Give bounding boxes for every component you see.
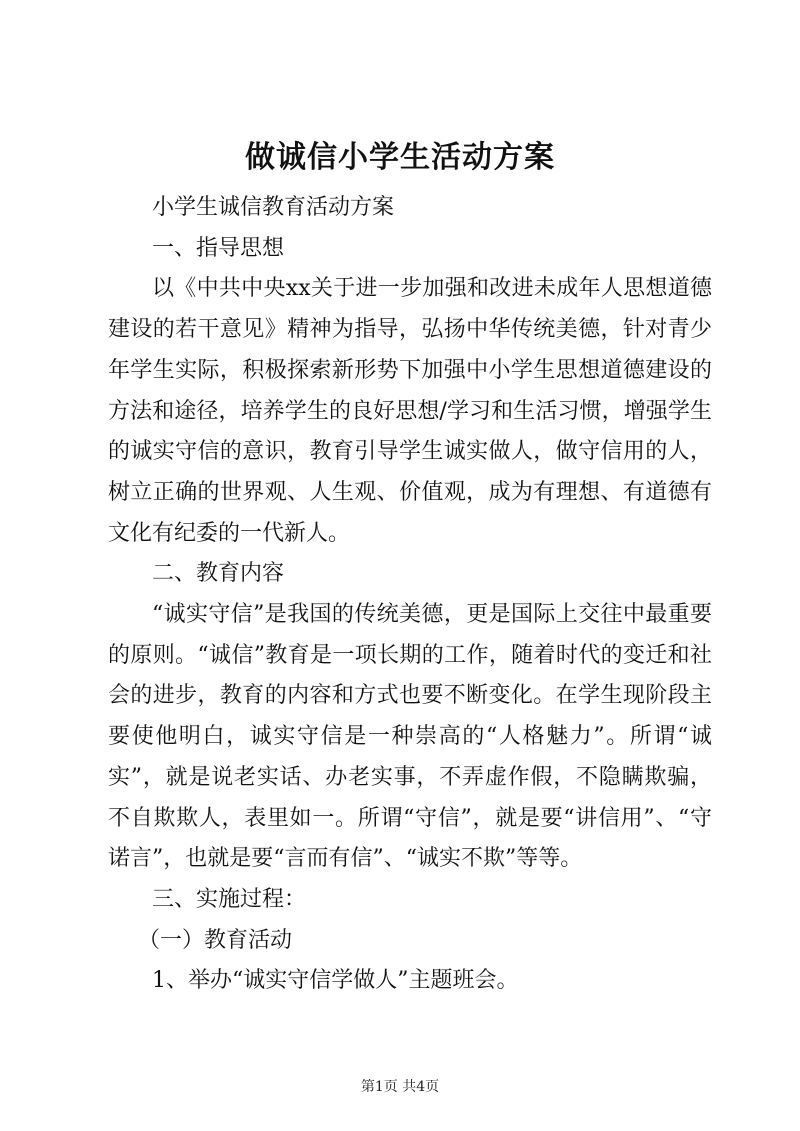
document-title: 做诚信小学生活动方案 bbox=[245, 140, 555, 175]
activity-item-1: 1、举办“诚实守信学做人”主题班会。 bbox=[152, 968, 519, 994]
section-heading-implementation: 三、实施过程： bbox=[152, 886, 307, 912]
subtitle-paragraph: 小学生诚信教育活动方案 bbox=[152, 195, 395, 220]
section-heading-education-content: 二、教育内容 bbox=[152, 561, 285, 587]
page-footer: 第1页 共4页 bbox=[360, 1079, 440, 1095]
guiding-thought-paragraph: 以《中共中央xx关于进一步加强和改进未成年人思想道德建设的若干意见》精神为指导，弘扬中华传统美德，针对青少年学生实际，积极探索新形势下加强中小学生思想道德建设的方法和途径，培养学生的良好思想/学习和生活习惯，增强学生的诚实守信的意识，教育引导学生诚实做人，做守信用的人，树立正确的世界观、人生观、价值观，成为有理想、有道德有文化有纪委的一代新人。 bbox=[108, 276, 712, 546]
education-content-paragraph: “诚实守信”是我国的传统美德，更是国际上交往中最重要的原则。“诚信”教育是一项长期的工作，随着时代的变迁和社会的进步，教育的内容和方式也要不断变化。在学生现阶段主要使他明白，诚实守信是一种崇高的“人格魅力”。所谓“诚实”，就是说老实话、办老实事，不弄虚作假，不隐瞒欺骗，不自欺欺人，表里如一。所谓“守信”，就是要“讲信用”、“守诺言”，也就是要“言而有信”、“诚实不欺”等等。 bbox=[108, 602, 712, 872]
subsection-heading-activities: （一）教育活动 bbox=[138, 927, 293, 953]
section-heading-guiding-thought: 一、指导思想 bbox=[152, 235, 285, 261]
document-body bbox=[108, 188, 712, 1002]
